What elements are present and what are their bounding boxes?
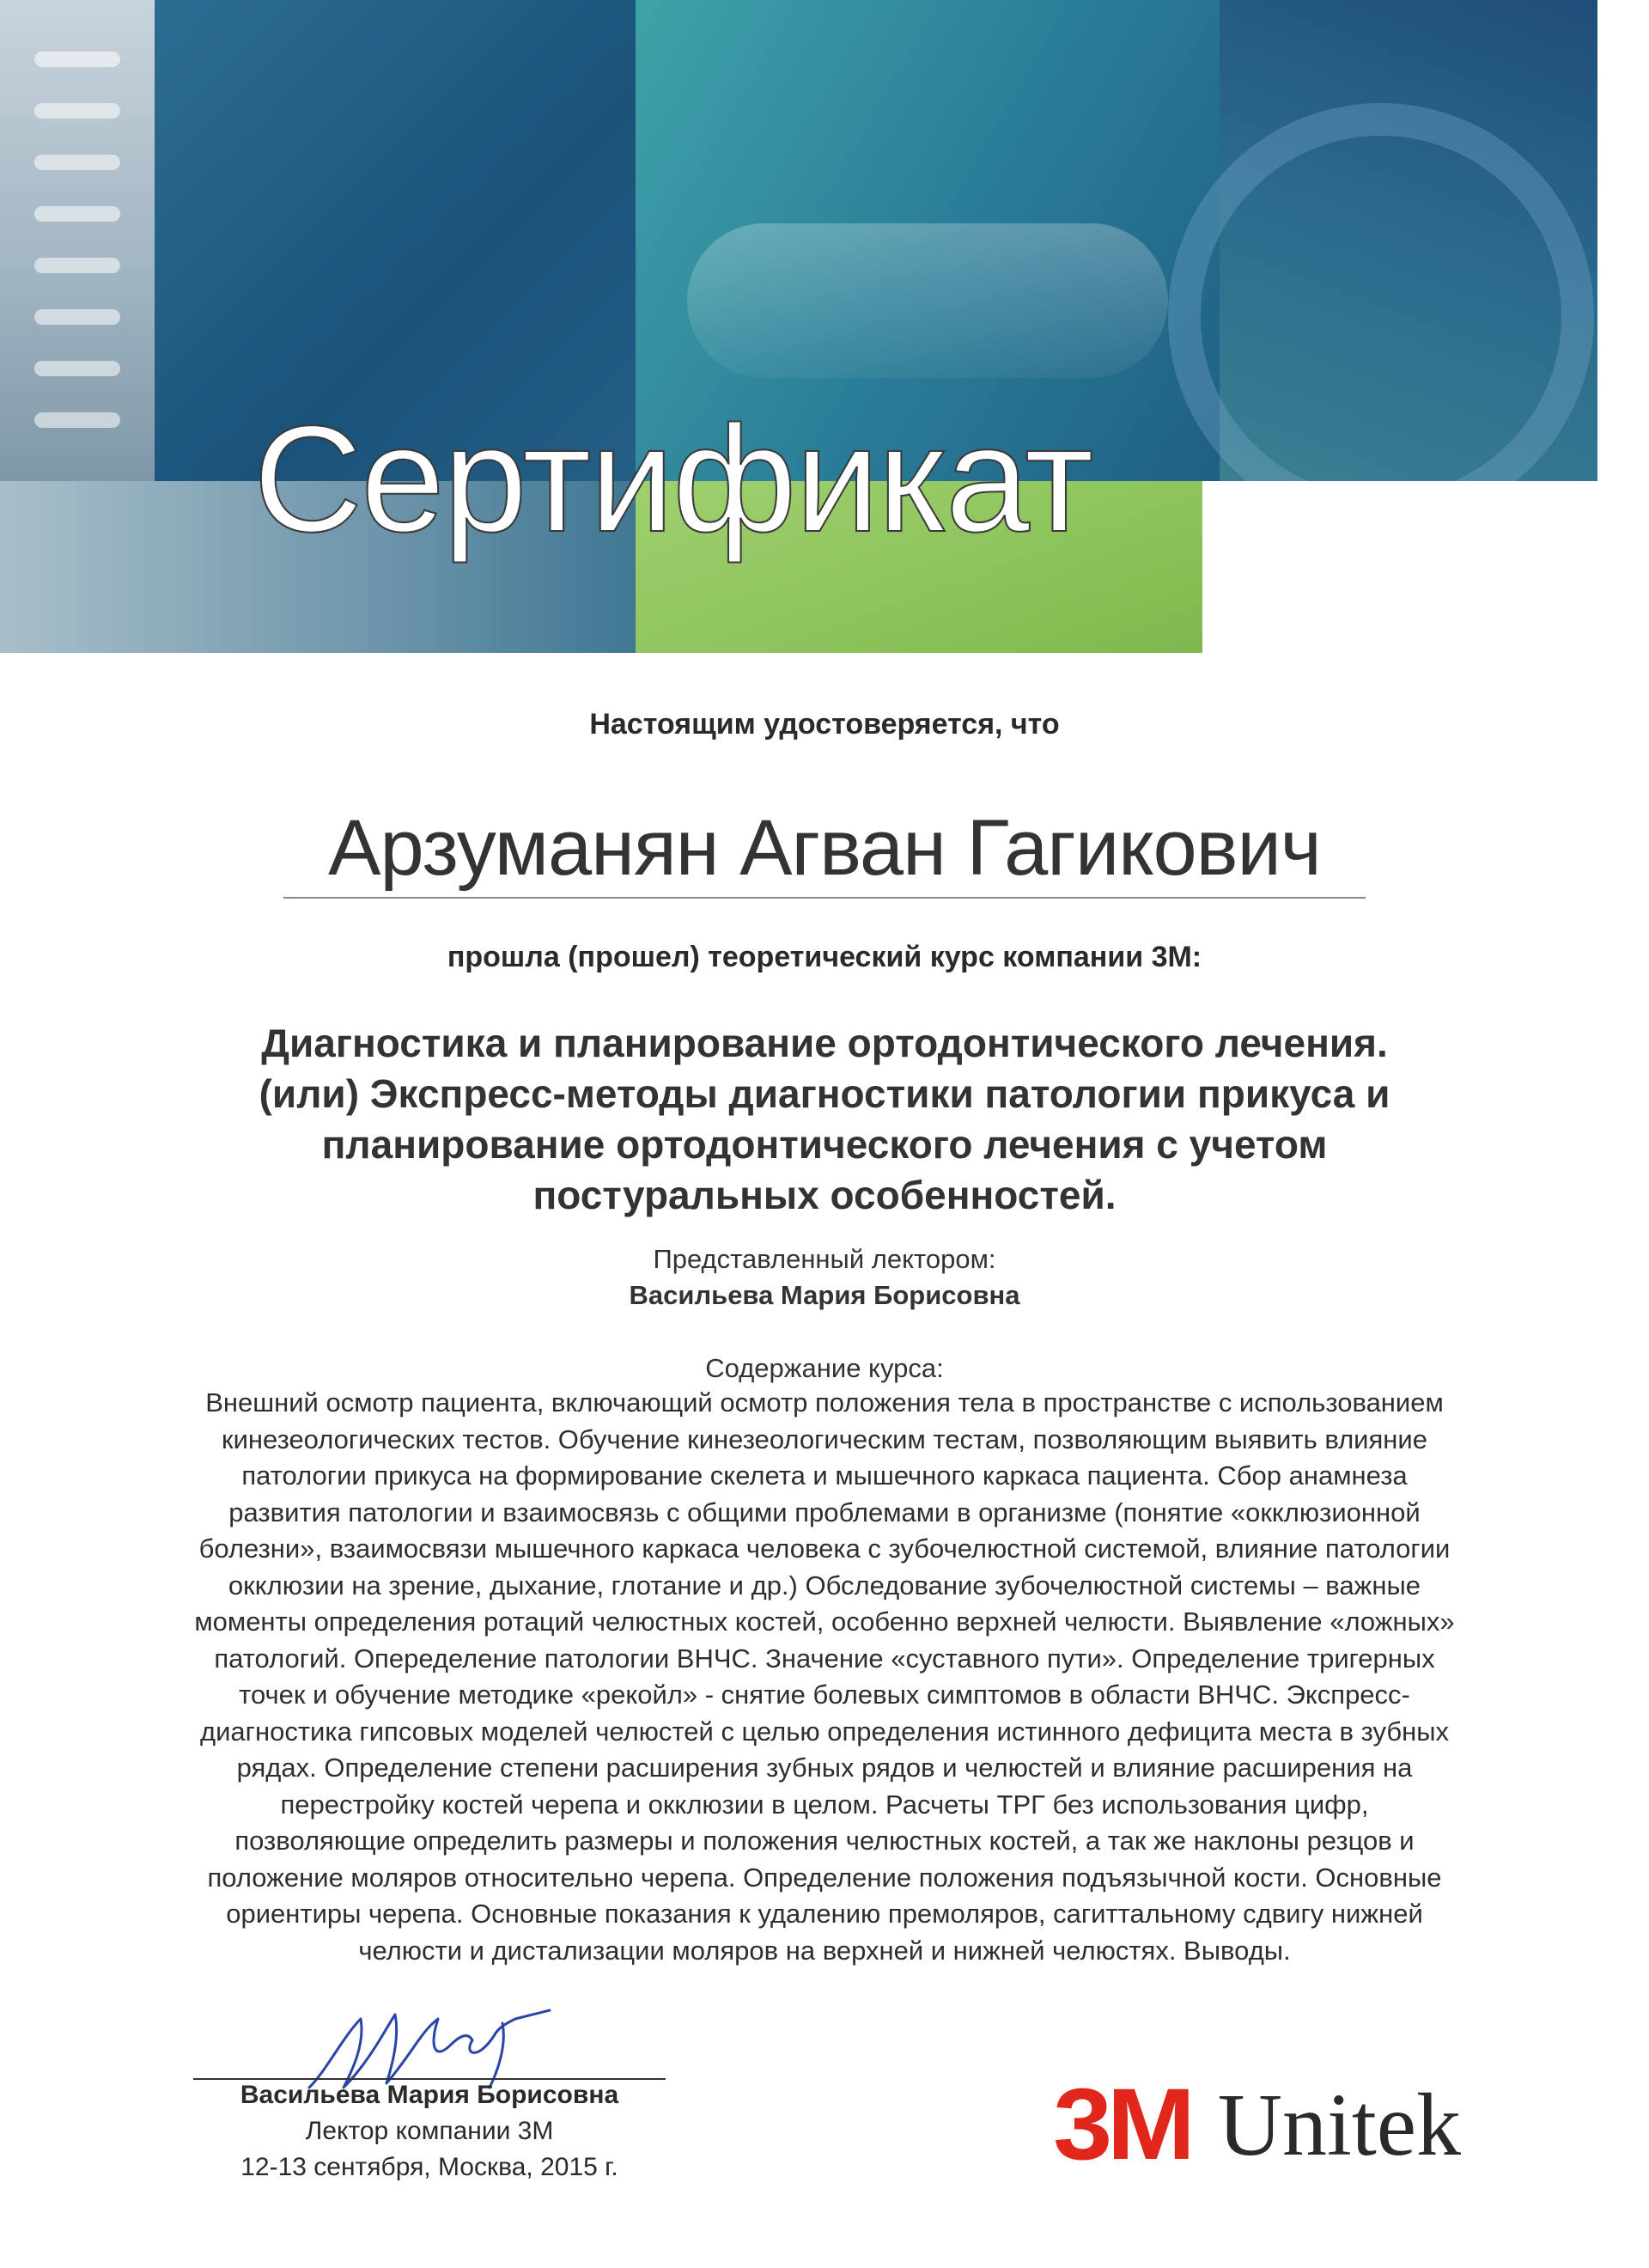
presented-by-label: Представленный лектором:: [653, 1244, 996, 1274]
course-content-line: окклюзии на зрение, дыхание, глотание и др.) Обследование зубочелюстной системы – важные: [228, 1570, 1421, 1600]
recipient-name: Арзуманян Агван Гагикович: [328, 804, 1321, 892]
course-content-line: ориентиры черепа. Основные показания к удалению премоляров, сагиттальному сдвигу нижней: [226, 1899, 1423, 1929]
lecturer-name: Васильева Мария Борисовна: [629, 1280, 1020, 1310]
course-content-line: патологии прикуса на формирование скелета и мышечного каркаса пациента. Сбор анамнеза: [241, 1460, 1408, 1491]
banner-decoration: [34, 361, 120, 376]
unitek-wordmark: Unitek: [1217, 2075, 1461, 2174]
signature-line: [193, 2078, 666, 2080]
banner-decoration: [687, 223, 1168, 378]
course-title-line: планирование ортодонтического лечения с учетом: [321, 1121, 1328, 1167]
course-content-line: диагностика гипсовых моделей челюстей с целью определения истинного дефицита места в зубных: [200, 1716, 1449, 1747]
course-title-line: (или) Экспресс-методы диагностики патологии прикуса и: [259, 1070, 1390, 1116]
banner-edge: [1597, 0, 1615, 653]
banner-decoration: [34, 103, 120, 119]
course-title-line: Диагностика и планирование ортодонтического лечения.: [261, 1021, 1388, 1065]
course-content-line: болезни», взаимосвязи мышечного каркаса человека с зубочелюстной системой, влияние патологии: [198, 1533, 1451, 1564]
course-content-line: Внешний осмотр пациента, включающий осмотр положения тела в пространстве с использованием: [205, 1387, 1444, 1418]
course-content-line: перестройку костей черепа и окклюзии в целом. Расчеты ТРГ без использования цифр,: [280, 1789, 1369, 1820]
course-content-body: [189, 1385, 1460, 1969]
course-title-line: постуральных особенностей.: [532, 1172, 1117, 1217]
certify-line: Настоящим удостоверяется, что: [589, 708, 1060, 741]
banner-decoration: [34, 309, 120, 325]
course-content-line: моменты определения ротаций челюстных костей, особенно верхней челюсти. Выявление «ложных»: [194, 1606, 1455, 1637]
course-title: [0, 1018, 1649, 1221]
3m-logo-mark: 3M: [1053, 2068, 1190, 2181]
banner-decoration: [34, 52, 120, 67]
banner-decoration: [34, 412, 120, 428]
passed-course-line: прошла (прошел) теоретический курс компании 3М:: [447, 941, 1202, 973]
course-content-line: кинезеологических тестов. Обучение кинезеологическим тестам, позволяющим выявить влияние: [222, 1424, 1427, 1454]
signatory-name: Васильева Мария Борисовна: [240, 2081, 619, 2109]
course-content-line: рядах. Определение степени расширения зубных рядов и челюстей и влияние расширения на: [236, 1753, 1413, 1783]
course-content-heading: Содержание курса:: [705, 1353, 944, 1383]
3m-unitek-logo: [1053, 2066, 1461, 2181]
issue-date-place: 12-13 сентября, Москва, 2015 г.: [240, 2153, 618, 2181]
course-content-line: развития патологии и взаимосвязь с общими проблемами в организме (понятие «окклюзионной: [228, 1497, 1421, 1527]
banner-decoration: [34, 258, 120, 273]
course-content-line: позволяющие определить размеры и положения челюстных костей, а так же наклоны резцов и: [234, 1826, 1415, 1856]
signatory-role: Лектор компании 3М: [305, 2117, 554, 2145]
course-content-line: положение моляров относительно черепа. Определение положения подъязычной кости. Основные: [207, 1862, 1442, 1893]
name-underline: [283, 897, 1366, 899]
banner-decoration: [34, 155, 120, 170]
course-content-line: челюсти и дистализации моляров на верхней и нижней челюстях. Выводы.: [358, 1935, 1291, 1966]
certificate-title: Сертификат: [253, 395, 1092, 564]
banner-decoration: [34, 206, 120, 222]
banner-panel-left: [0, 0, 155, 481]
course-content-line: патологий. Опеределение патологии ВНЧС. Значение «суставного пути». Определение тригерных: [214, 1643, 1435, 1674]
course-content-line: точек и обучение методике «рекойл» - снятие болевых симптомов в области ВНЧС. Экспресс-: [239, 1680, 1410, 1710]
